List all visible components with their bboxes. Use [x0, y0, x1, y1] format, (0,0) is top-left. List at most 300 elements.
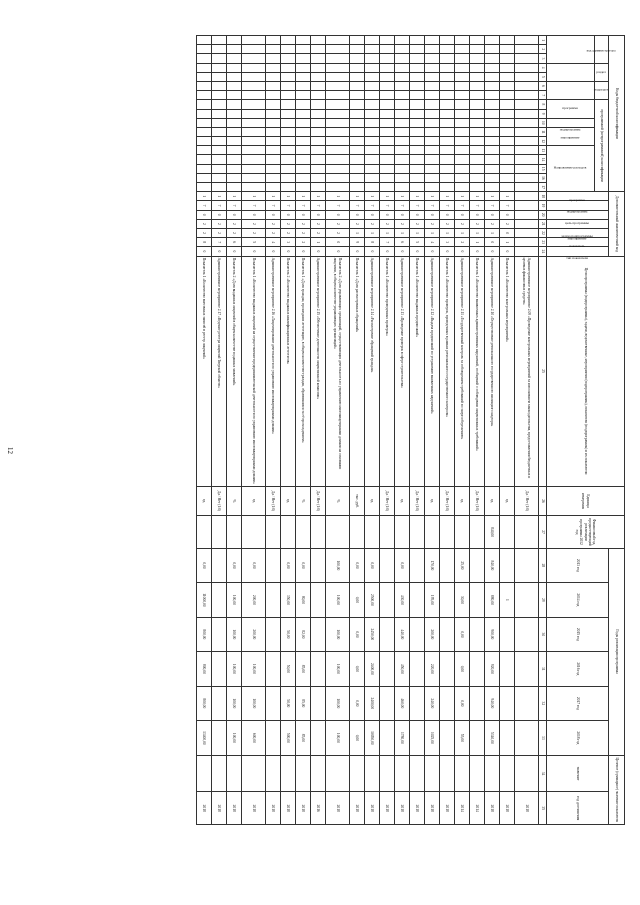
- row-year-value: 0,00: [350, 617, 365, 651]
- code-cell: [311, 72, 326, 81]
- analytic-code-cell: 7: [410, 201, 425, 210]
- year-2014: 2014 год: [547, 583, 609, 617]
- row-target-value: [425, 755, 440, 792]
- row-unit: ед.: [395, 486, 410, 516]
- row-year-value: 100,00: [326, 583, 350, 617]
- code-cell: [350, 127, 365, 136]
- code-cell: [485, 173, 500, 182]
- analytic-code-cell: 0: [326, 247, 350, 256]
- row-year-value: [515, 548, 539, 582]
- column-number: 17: [539, 183, 547, 192]
- analytic-code-cell: 1: [350, 192, 365, 201]
- code-cell: [380, 146, 395, 155]
- code-cell: [395, 91, 410, 100]
- row-target-year: 2016: [311, 792, 326, 825]
- row-year-value: [410, 721, 425, 756]
- code-cell: [515, 155, 539, 164]
- row-target-year: 2018: [266, 792, 281, 825]
- analytic-code-cell: 0: [266, 210, 281, 219]
- code-cell: [296, 100, 311, 109]
- analytic-code-cell: 0: [350, 210, 365, 219]
- row-year-value: 800,00: [197, 652, 212, 686]
- row-fin-period: [212, 516, 227, 548]
- row-year-value: 195,00: [425, 583, 440, 617]
- analytic-code-cell: 1: [395, 228, 410, 237]
- code-cell: [410, 127, 425, 136]
- code-cell: [350, 100, 365, 109]
- row-name: Показатель 1 «Количество проверок, проведенных в рамках регионального государственного контроля»: [440, 256, 455, 486]
- analytic-code-cell: 0: [350, 247, 365, 256]
- code-cell: [365, 72, 380, 81]
- code-cell: [455, 146, 470, 155]
- table-row: [485, 36, 500, 825]
- analytic-code-cell: 0: [485, 247, 500, 256]
- code-cell: [212, 54, 227, 63]
- analytic-code-cell: 0: [326, 210, 350, 219]
- code-cell: [281, 63, 296, 72]
- analytic-code-cell: 1: [227, 192, 242, 201]
- code-cell: [485, 54, 500, 63]
- code-cell: [485, 118, 500, 127]
- column-number: 35: [539, 792, 547, 825]
- column-number: 14: [539, 155, 547, 164]
- code-cell: [425, 146, 440, 155]
- row-target-year: 2018: [212, 792, 227, 825]
- code-cell: [281, 109, 296, 118]
- code-cell: [296, 91, 311, 100]
- code-cell: [455, 173, 470, 182]
- row-year-value: 85,00: [296, 652, 311, 686]
- an-indicator: показатель: [547, 238, 609, 247]
- table-row: [296, 36, 311, 825]
- code-cell: [326, 91, 350, 100]
- code-cell: [212, 91, 227, 100]
- rotated-page: [25, 35, 625, 825]
- analytic-code-cell: 0: [197, 210, 212, 219]
- code-cell: [500, 137, 515, 146]
- analytic-code-cell: 1: [455, 228, 470, 237]
- code-cell: [365, 91, 380, 100]
- analytic-code-cell: 7: [281, 201, 296, 210]
- row-fin-period: [515, 516, 539, 548]
- row-target-value: [440, 755, 455, 792]
- row-year-value: [380, 652, 395, 686]
- years-group-header: Годы реализации программы: [609, 548, 625, 755]
- code-cell: [365, 109, 380, 118]
- code-cell: [485, 63, 500, 72]
- analytic-code-cell: 0: [395, 247, 410, 256]
- code-cell: [380, 72, 395, 81]
- analytic-code-cell: 7: [311, 201, 326, 210]
- column-number: 4: [539, 63, 547, 72]
- analytic-code-cell: 0: [455, 210, 470, 219]
- code-cell: [296, 118, 311, 127]
- row-year-value: [266, 617, 281, 651]
- code-cell: [281, 137, 296, 146]
- row-name: Административное мероприятие 2.14 «Рассмотрение обращений граждан»: [365, 256, 380, 486]
- row-year-value: 50,00: [281, 617, 296, 651]
- row-year-value: [311, 548, 326, 582]
- code-cell: [410, 173, 425, 182]
- row-year-value: 350,00: [281, 583, 296, 617]
- row-target-value: [311, 755, 326, 792]
- analytic-code-cell: 7: [380, 238, 395, 247]
- code-cell: [410, 164, 425, 173]
- analytic-code-cell: 0: [296, 247, 311, 256]
- code-cell: [296, 81, 311, 90]
- analytic-code-cell: 8: [365, 238, 380, 247]
- analytic-code-cell: 2: [365, 219, 380, 228]
- row-name: Показатель 1 «Количество проведенных проверок»: [380, 256, 395, 486]
- analytic-code-cell: 0: [500, 228, 515, 237]
- code-cell: [311, 109, 326, 118]
- analytic-code-cell: 0: [470, 210, 485, 219]
- column-number: 25: [539, 256, 547, 486]
- code-cell: [380, 127, 395, 136]
- analytic-code-cell: 7: [485, 201, 500, 210]
- code-cell: [410, 72, 425, 81]
- analytic-code-cell: 1: [365, 228, 380, 237]
- code-cell: [455, 164, 470, 173]
- code-cell: [350, 72, 365, 81]
- column-number: 24: [539, 247, 547, 256]
- analytic-code-cell: 0: [395, 210, 410, 219]
- row-year-value: 100,00: [242, 652, 266, 686]
- code-cell: [197, 45, 212, 54]
- code-cell: [440, 183, 455, 192]
- row-year-value: [311, 652, 326, 686]
- target-year-header: год достижения: [547, 792, 609, 825]
- name-header: Цели программы (подпрограммы), задачи, ведомственные, мероприятия (подпрограммы), показатели (подпрограммы) и их показатели: [547, 256, 625, 486]
- analytic-code-cell: 3: [440, 238, 455, 247]
- analytic-code-cell: 6: [395, 238, 410, 247]
- code-cell: [515, 54, 539, 63]
- code-cell: [485, 72, 500, 81]
- code-cell: [395, 45, 410, 54]
- row-year-value: 840,00: [485, 548, 500, 582]
- code-cell: [266, 54, 281, 63]
- code-cell: [365, 173, 380, 182]
- row-fin-period: 840,00: [485, 516, 500, 548]
- code-cell: [281, 183, 296, 192]
- code-cell: [515, 109, 539, 118]
- row-name: Административное мероприятие 2.09 «Проведение контрольных мероприятий за исполнением законодательства, предоставлении бюджетных и целевых финансовых средств»: [515, 256, 539, 486]
- fin-period-header: Финансовый год, предшествующий реализации программы 2012 год: [547, 516, 625, 548]
- table-row: [365, 36, 380, 825]
- table-row: [395, 36, 410, 825]
- analytic-code-cell: 2: [350, 219, 365, 228]
- analytic-code-cell: 0: [485, 238, 500, 247]
- code-cell: [440, 72, 455, 81]
- analytic-code-cell: 0: [365, 247, 380, 256]
- code-measure-header: мероприятие: [547, 127, 595, 145]
- code-cell: [500, 109, 515, 118]
- column-numbers-row: [539, 36, 547, 825]
- analytic-code-cell: 0: [266, 247, 281, 256]
- code-cell: [197, 164, 212, 173]
- analytic-code-cell: 2: [266, 228, 281, 237]
- row-year-value: 100,00: [326, 617, 350, 651]
- year-2013: 2013 год: [547, 548, 609, 582]
- analytic-code-cell: [515, 238, 539, 247]
- code-cell: [500, 173, 515, 182]
- row-fin-period: [326, 516, 350, 548]
- row-unit: Да / Нет (1/0): [440, 486, 455, 516]
- code-cell: [326, 54, 350, 63]
- analytic-code-cell: 2: [242, 228, 266, 237]
- code-cell: [500, 54, 515, 63]
- code-cell: [212, 109, 227, 118]
- column-number: 3: [539, 54, 547, 63]
- code-cell: [350, 155, 365, 164]
- row-unit: ед.: [455, 486, 470, 516]
- row-year-value: 100,00: [326, 652, 350, 686]
- row-unit: ед.: [281, 486, 296, 516]
- code-cell: [266, 45, 281, 54]
- row-target-year: 2018: [242, 792, 266, 825]
- code-cell: [365, 146, 380, 155]
- code-cell: [365, 183, 380, 192]
- an-measure: мероприятие: [547, 228, 609, 237]
- row-unit: Да / Нет (1/0): [311, 486, 326, 516]
- code-cell: [281, 127, 296, 136]
- row-target-year: 2014: [470, 792, 485, 825]
- row-target-value: [470, 755, 485, 792]
- row-year-value: 30,00: [455, 583, 470, 617]
- code-cell: [380, 54, 395, 63]
- row-year-value: [470, 548, 485, 582]
- analytic-code-cell: 2: [485, 219, 500, 228]
- analytic-code-cell: 7: [365, 201, 380, 210]
- row-year-value: 940,00: [485, 686, 500, 720]
- code-cell: [365, 54, 380, 63]
- row-year-value: 13400,00: [197, 721, 212, 756]
- code-cell: [242, 173, 266, 182]
- table-row: [425, 36, 440, 825]
- analytic-code-cell: 7: [500, 201, 515, 210]
- code-cell: [485, 36, 500, 45]
- program-codes-header: программной (непрограммной) классификации: [595, 100, 609, 192]
- analytic-code-cell: 2: [227, 228, 242, 237]
- analytic-code-cell: 2: [197, 228, 212, 237]
- code-cell: [440, 100, 455, 109]
- table-row: [266, 36, 281, 825]
- row-fin-period: [242, 516, 266, 548]
- code-cell: [500, 72, 515, 81]
- code-cell: [296, 173, 311, 182]
- code-cell: [350, 146, 365, 155]
- row-year-value: [266, 583, 281, 617]
- analytic-code-cell: 1: [440, 228, 455, 237]
- row-year-value: [410, 583, 425, 617]
- analytic-code-cell: 7: [212, 201, 227, 210]
- code-cell: [365, 137, 380, 146]
- code-cell: [380, 63, 395, 72]
- row-year-value: 82,00: [296, 617, 311, 651]
- code-cell: [197, 173, 212, 182]
- an-goal: цель программы: [547, 210, 609, 219]
- analytic-code-cell: 2: [470, 219, 485, 228]
- code-cell: [410, 183, 425, 192]
- code-cell: [242, 36, 266, 45]
- code-cell: [515, 72, 539, 81]
- analytic-code-cell: 2: [212, 228, 227, 237]
- code-cell: [455, 54, 470, 63]
- row-year-value: [380, 583, 395, 617]
- code-cell: [326, 127, 350, 136]
- code-cell: [242, 54, 266, 63]
- row-year-value: [440, 583, 455, 617]
- code-cell: [485, 155, 500, 164]
- row-year-value: 2400,00: [365, 652, 380, 686]
- row-year-value: 170,00: [425, 548, 440, 582]
- analytic-code-cell: 7: [440, 201, 455, 210]
- code-cell: [380, 36, 395, 45]
- code-cell: [500, 100, 515, 109]
- row-year-value: 0,00: [395, 548, 410, 582]
- code-cell: [380, 109, 395, 118]
- row-target-year: 2018: [485, 792, 500, 825]
- code-cell: [380, 183, 395, 192]
- code-cell: [455, 81, 470, 90]
- code-cell: [212, 118, 227, 127]
- analytic-code-cell: 0: [485, 210, 500, 219]
- row-target-value: [515, 755, 539, 792]
- row-target-year: 2018: [440, 792, 455, 825]
- row-year-value: 0,00: [350, 548, 365, 582]
- code-cell: [410, 137, 425, 146]
- code-cell: [311, 127, 326, 136]
- code-cell: [311, 91, 326, 100]
- row-target-value: [296, 755, 311, 792]
- row-fin-period: [311, 516, 326, 548]
- code-cell: [410, 81, 425, 90]
- code-cell: [365, 100, 380, 109]
- row-target-year: 2018: [326, 792, 350, 825]
- code-cell: [227, 45, 242, 54]
- code-cell: [212, 36, 227, 45]
- code-cell: [515, 164, 539, 173]
- table-row: [227, 36, 242, 825]
- analytic-code-cell: 7: [470, 201, 485, 210]
- blank-h: [547, 81, 595, 99]
- code-cell: [242, 127, 266, 136]
- analytic-code-cell: 0: [212, 247, 227, 256]
- row-year-value: [410, 617, 425, 651]
- row-year-value: 85,00: [296, 721, 311, 756]
- code-cell: [227, 164, 242, 173]
- code-cell: [470, 109, 485, 118]
- analytic-code-cell: 0: [425, 247, 440, 256]
- code-cell: [197, 137, 212, 146]
- code-cell: [455, 155, 470, 164]
- column-number: 33: [539, 721, 547, 756]
- code-cell: [326, 100, 350, 109]
- table-row: [242, 36, 266, 825]
- unit-header: Единица измерения: [547, 486, 625, 516]
- code-cell: [470, 54, 485, 63]
- code-cell: [281, 72, 296, 81]
- row-year-value: 460,00: [395, 686, 410, 720]
- code-cell: [197, 118, 212, 127]
- table-row: [500, 36, 515, 825]
- code-cell: [197, 91, 212, 100]
- row-name: Административное мероприятие 2.12 «Выдача предписаний по устранению выявленных нарушений»: [425, 256, 440, 486]
- row-target-value: [227, 755, 242, 792]
- code-cell: [266, 173, 281, 182]
- row-year-value: 50,00: [281, 652, 296, 686]
- column-number: 23: [539, 238, 547, 247]
- row-unit: тыс. руб.: [350, 486, 365, 516]
- column-number: 19: [539, 201, 547, 210]
- analytic-code-cell: 0: [227, 247, 242, 256]
- row-year-value: [212, 686, 227, 720]
- code-cell: [380, 100, 395, 109]
- code-cell: [425, 36, 440, 45]
- row-year-value: 80,00: [296, 583, 311, 617]
- row-name: Показатель 1 «Количество выданных предписаний»: [410, 256, 425, 486]
- row-year-value: 1780,00: [395, 721, 410, 756]
- code-cell: [395, 137, 410, 146]
- row-unit: Да / Нет (1/0): [470, 486, 485, 516]
- row-target-value: [326, 755, 350, 792]
- analytic-code-cell: 0: [410, 247, 425, 256]
- code-cell: [281, 155, 296, 164]
- code-cell: [425, 100, 440, 109]
- column-number: 34: [539, 755, 547, 792]
- code-cell: [242, 63, 266, 72]
- code-cell: [470, 146, 485, 155]
- code-cell: [440, 81, 455, 90]
- row-year-value: 800,00: [197, 686, 212, 720]
- row-target-value: [212, 755, 227, 792]
- row-unit: ед.: [365, 486, 380, 516]
- page-number: 12: [6, 447, 14, 454]
- column-number: 21: [539, 219, 547, 228]
- code-cell: [470, 127, 485, 136]
- row-name: Административное мероприятие 2.13 «Проведение проверок в сфере строительства»: [395, 256, 410, 486]
- code-cell: [425, 137, 440, 146]
- code-cell: [440, 118, 455, 127]
- code-cell: [515, 63, 539, 72]
- code-cell: [242, 164, 266, 173]
- codes-group-header: Коды бюджетной классификации: [609, 36, 625, 192]
- row-target-year: 2018: [350, 792, 365, 825]
- row-year-value: [440, 617, 455, 651]
- column-number: 28: [539, 548, 547, 582]
- row-name: Показатель 1 «Количество контрольных мероприятий»: [500, 256, 515, 486]
- code-cell: [242, 100, 266, 109]
- code-cell: [425, 81, 440, 90]
- code-cell: [296, 164, 311, 173]
- code-cell: [197, 146, 212, 155]
- code-cell: [227, 155, 242, 164]
- row-year-value: [212, 617, 227, 651]
- row-year-value: 0,00: [350, 583, 365, 617]
- code-cell: [212, 183, 227, 192]
- code-cell: [350, 54, 365, 63]
- code-cell: [212, 173, 227, 182]
- analytic-code-cell: 1: [500, 238, 515, 247]
- column-number: 2: [539, 45, 547, 54]
- column-number: 22: [539, 228, 547, 237]
- code-cell: [365, 118, 380, 127]
- code-cell: [326, 63, 350, 72]
- row-year-value: 430,00: [395, 583, 410, 617]
- code-cell: [350, 137, 365, 146]
- analytic-code-cell: 0: [212, 210, 227, 219]
- analytic-code-cell: 0: [326, 238, 350, 247]
